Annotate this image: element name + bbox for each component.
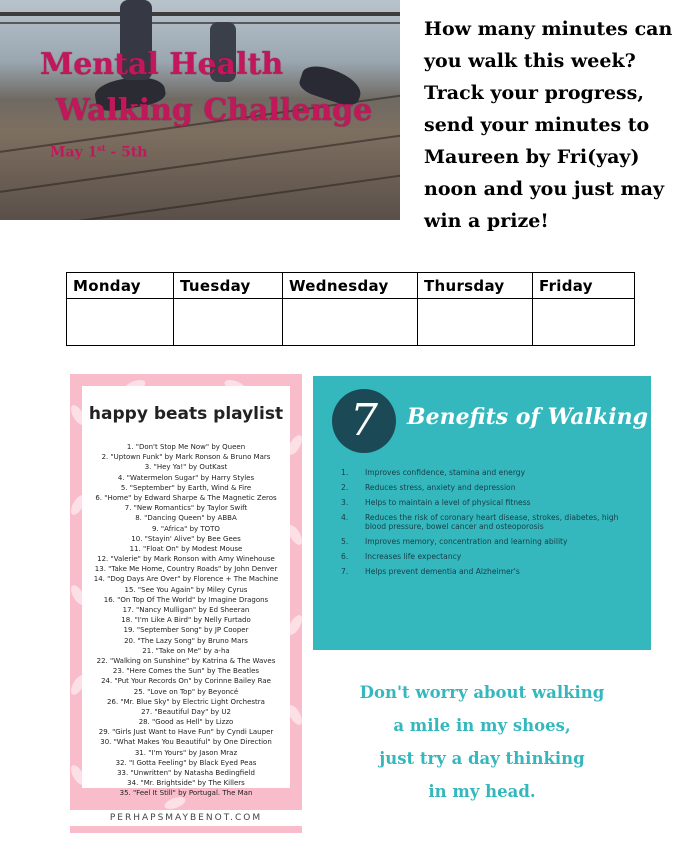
song-item: 9. "Africa" by TOTO — [152, 524, 220, 533]
quote-line-3: just try a day thinking — [379, 749, 585, 768]
minutes-cell-friday[interactable] — [533, 299, 635, 346]
song-item: 11. "Float On" by Modest Mouse — [129, 544, 243, 553]
song-item: 16. "On Top Of The World" by Imagine Dragons — [103, 595, 269, 604]
song-item: 1. "Don't Stop Me Now" by Queen — [126, 443, 246, 451]
weekly-tracker-table — [66, 272, 635, 346]
benefit-text: Reduces stress, anxiety and depression — [365, 483, 516, 492]
song-item: 22. "Walking on Sunshine" by Katrina & The Waves — [96, 656, 276, 665]
song-item: 15. "See You Again" by Miley Cyrus — [124, 585, 248, 594]
benefit-text: Helps to maintain a level of physical fitness — [365, 498, 531, 507]
song-item: 6. "Home" by Edward Sharpe & The Magnetic Zeros — [95, 493, 277, 502]
date-prefix: May 1 — [50, 144, 98, 161]
challenge-dates — [50, 143, 147, 161]
day-header-thursday: Thursday — [418, 273, 533, 299]
quote — [313, 676, 651, 808]
song-item: 34. "Mr. Brightside" by The Killers — [127, 779, 245, 788]
day-header-monday: Monday — [67, 273, 174, 299]
benefit-item — [341, 483, 641, 492]
minutes-cell-wednesday[interactable] — [283, 299, 418, 346]
challenge-title-line-1: Mental Health — [40, 47, 284, 82]
song-item: 7. "New Romantics" by Taylor Swift — [124, 504, 248, 513]
benefit-text: Helps prevent dementia and Alzheimer's — [365, 567, 520, 576]
benefit-number: 3. — [341, 498, 349, 507]
song-item: 33. "Unwritten" by Natasha Bedingfield — [117, 769, 255, 777]
day-header-friday: Friday — [533, 273, 635, 299]
day-header-wednesday: Wednesday — [283, 273, 418, 299]
pier-railing — [0, 12, 400, 16]
song-item: 28. "Good as Hell" by Lizzo — [138, 718, 234, 727]
song-item: 20. "The Lazy Song" by Bruno Mars — [124, 636, 248, 645]
playlist-card — [82, 386, 290, 798]
benefits-number-badge: 7 — [332, 389, 396, 453]
song-item: 21. "Take on Me" by a-ha — [142, 646, 230, 655]
song-item: 13. "Take Me Home, Country Roads" by John Denver — [94, 565, 278, 574]
quote-line-1: Don't worry about walking — [359, 683, 605, 702]
song-item: 24. "Put Your Records On" by Corinne Bailey Rae — [101, 677, 271, 686]
benefit-text: Increases life expectancy — [365, 552, 462, 561]
benefits-list — [341, 468, 641, 582]
song-item: 17. "Nancy Mulligan" by Ed Sheeran — [122, 606, 250, 614]
quote-line-2: a mile in my shoes, — [393, 716, 571, 735]
benefit-number: 7. — [341, 567, 349, 576]
benefit-text: Reduces the risk of coronary heart disease, strokes, diabetes, high blood pressure, bowel cancer and osteoporosis — [365, 513, 619, 531]
song-item: 3. "Hey Ya!" by OutKast — [144, 463, 228, 472]
song-item: 23. "Here Comes the Sun" by The Beatles — [112, 667, 260, 676]
benefit-number: 6. — [341, 552, 349, 561]
song-item: 35. "Feel It Still" by Portugal. The Man — [119, 789, 253, 798]
minutes-cell-tuesday[interactable] — [174, 299, 283, 346]
boardwalk-plank-line — [0, 164, 400, 220]
minutes-cell-thursday[interactable] — [418, 299, 533, 346]
playlist-title: happy beats playlist — [88, 404, 284, 424]
song-item: 5. "September" by Earth, Wind & Fire — [120, 483, 252, 492]
benefit-number: 1. — [341, 468, 349, 477]
pier-railing-lower — [0, 22, 400, 24]
song-item: 12. "Valerie" by Mark Ronson with Amy Winehouse — [97, 555, 275, 564]
benefit-item — [341, 513, 641, 531]
happy-beats-playlist — [70, 374, 302, 833]
song-item: 8. "Dancing Queen" by ABBA — [135, 514, 237, 523]
song-item: 32. "I Gotta Feeling" by Black Eyed Peas — [115, 758, 257, 767]
date-ordinal: st — [97, 143, 106, 153]
challenge-title — [40, 42, 380, 134]
benefit-item — [341, 552, 641, 561]
benefit-item — [341, 567, 641, 576]
benefit-text: Improves confidence, stamina and energy — [365, 468, 526, 477]
song-item: 30. "What Makes You Beautiful" by One Direction — [100, 738, 272, 747]
intro-text: How many minutes can you walk this week? Track your progress, send your minutes to Maureen by Fri(yay) noon and you just may win a prize! — [424, 18, 673, 232]
quote-line-4: in my head. — [428, 782, 536, 801]
song-item: 29. "Girls Just Want to Have Fun" by Cyndi Lauper — [98, 728, 274, 737]
benefit-text: Improves memory, concentration and learning ability — [365, 537, 568, 546]
playlist-credit: PERHAPSMAYBENOT.COM — [70, 810, 302, 826]
date-suffix: - 5th — [105, 144, 148, 161]
benefits-panel — [313, 376, 651, 650]
benefits-title: Benefits of Walking — [407, 404, 648, 430]
song-item: 2. "Uptown Funk" by Mark Ronson & Bruno Mars — [101, 453, 271, 462]
benefit-item — [341, 468, 641, 477]
song-item: 27. "Beautiful Day" by U2 — [141, 707, 231, 716]
benefit-number: 5. — [341, 537, 349, 546]
song-item: 31. "I'm Yours" by Jason Mraz — [134, 748, 238, 757]
song-list — [82, 442, 290, 799]
benefit-item — [341, 537, 641, 546]
challenge-title-line-2: Walking Challenge — [56, 93, 373, 128]
minutes-cell-monday[interactable] — [67, 299, 174, 346]
song-item: 25. "Love on Top" by Beyoncé — [133, 687, 239, 696]
song-item: 4. "Watermelon Sugar" by Harry Styles — [117, 473, 255, 482]
benefit-number: 4. — [341, 513, 349, 522]
hero-photo — [0, 0, 400, 220]
song-item: 14. "Dog Days Are Over" by Florence + The Machine — [93, 575, 279, 584]
song-item: 18. "I'm Like A Bird" by Nelly Furtado — [121, 616, 251, 625]
benefit-item — [341, 498, 641, 507]
song-item: 10. "Stayin' Alive" by Bee Gees — [131, 534, 241, 543]
tracker-minutes-row — [67, 299, 635, 346]
boardwalk-plank-line — [0, 124, 400, 198]
tracker-header-row — [67, 273, 635, 299]
song-item: 26. "Mr. Blue Sky" by Electric Light Orchestra — [107, 697, 265, 706]
day-header-tuesday: Tuesday — [174, 273, 283, 299]
benefit-number: 2. — [341, 483, 349, 492]
song-item: 19. "September Song" by JP Cooper — [123, 626, 249, 635]
